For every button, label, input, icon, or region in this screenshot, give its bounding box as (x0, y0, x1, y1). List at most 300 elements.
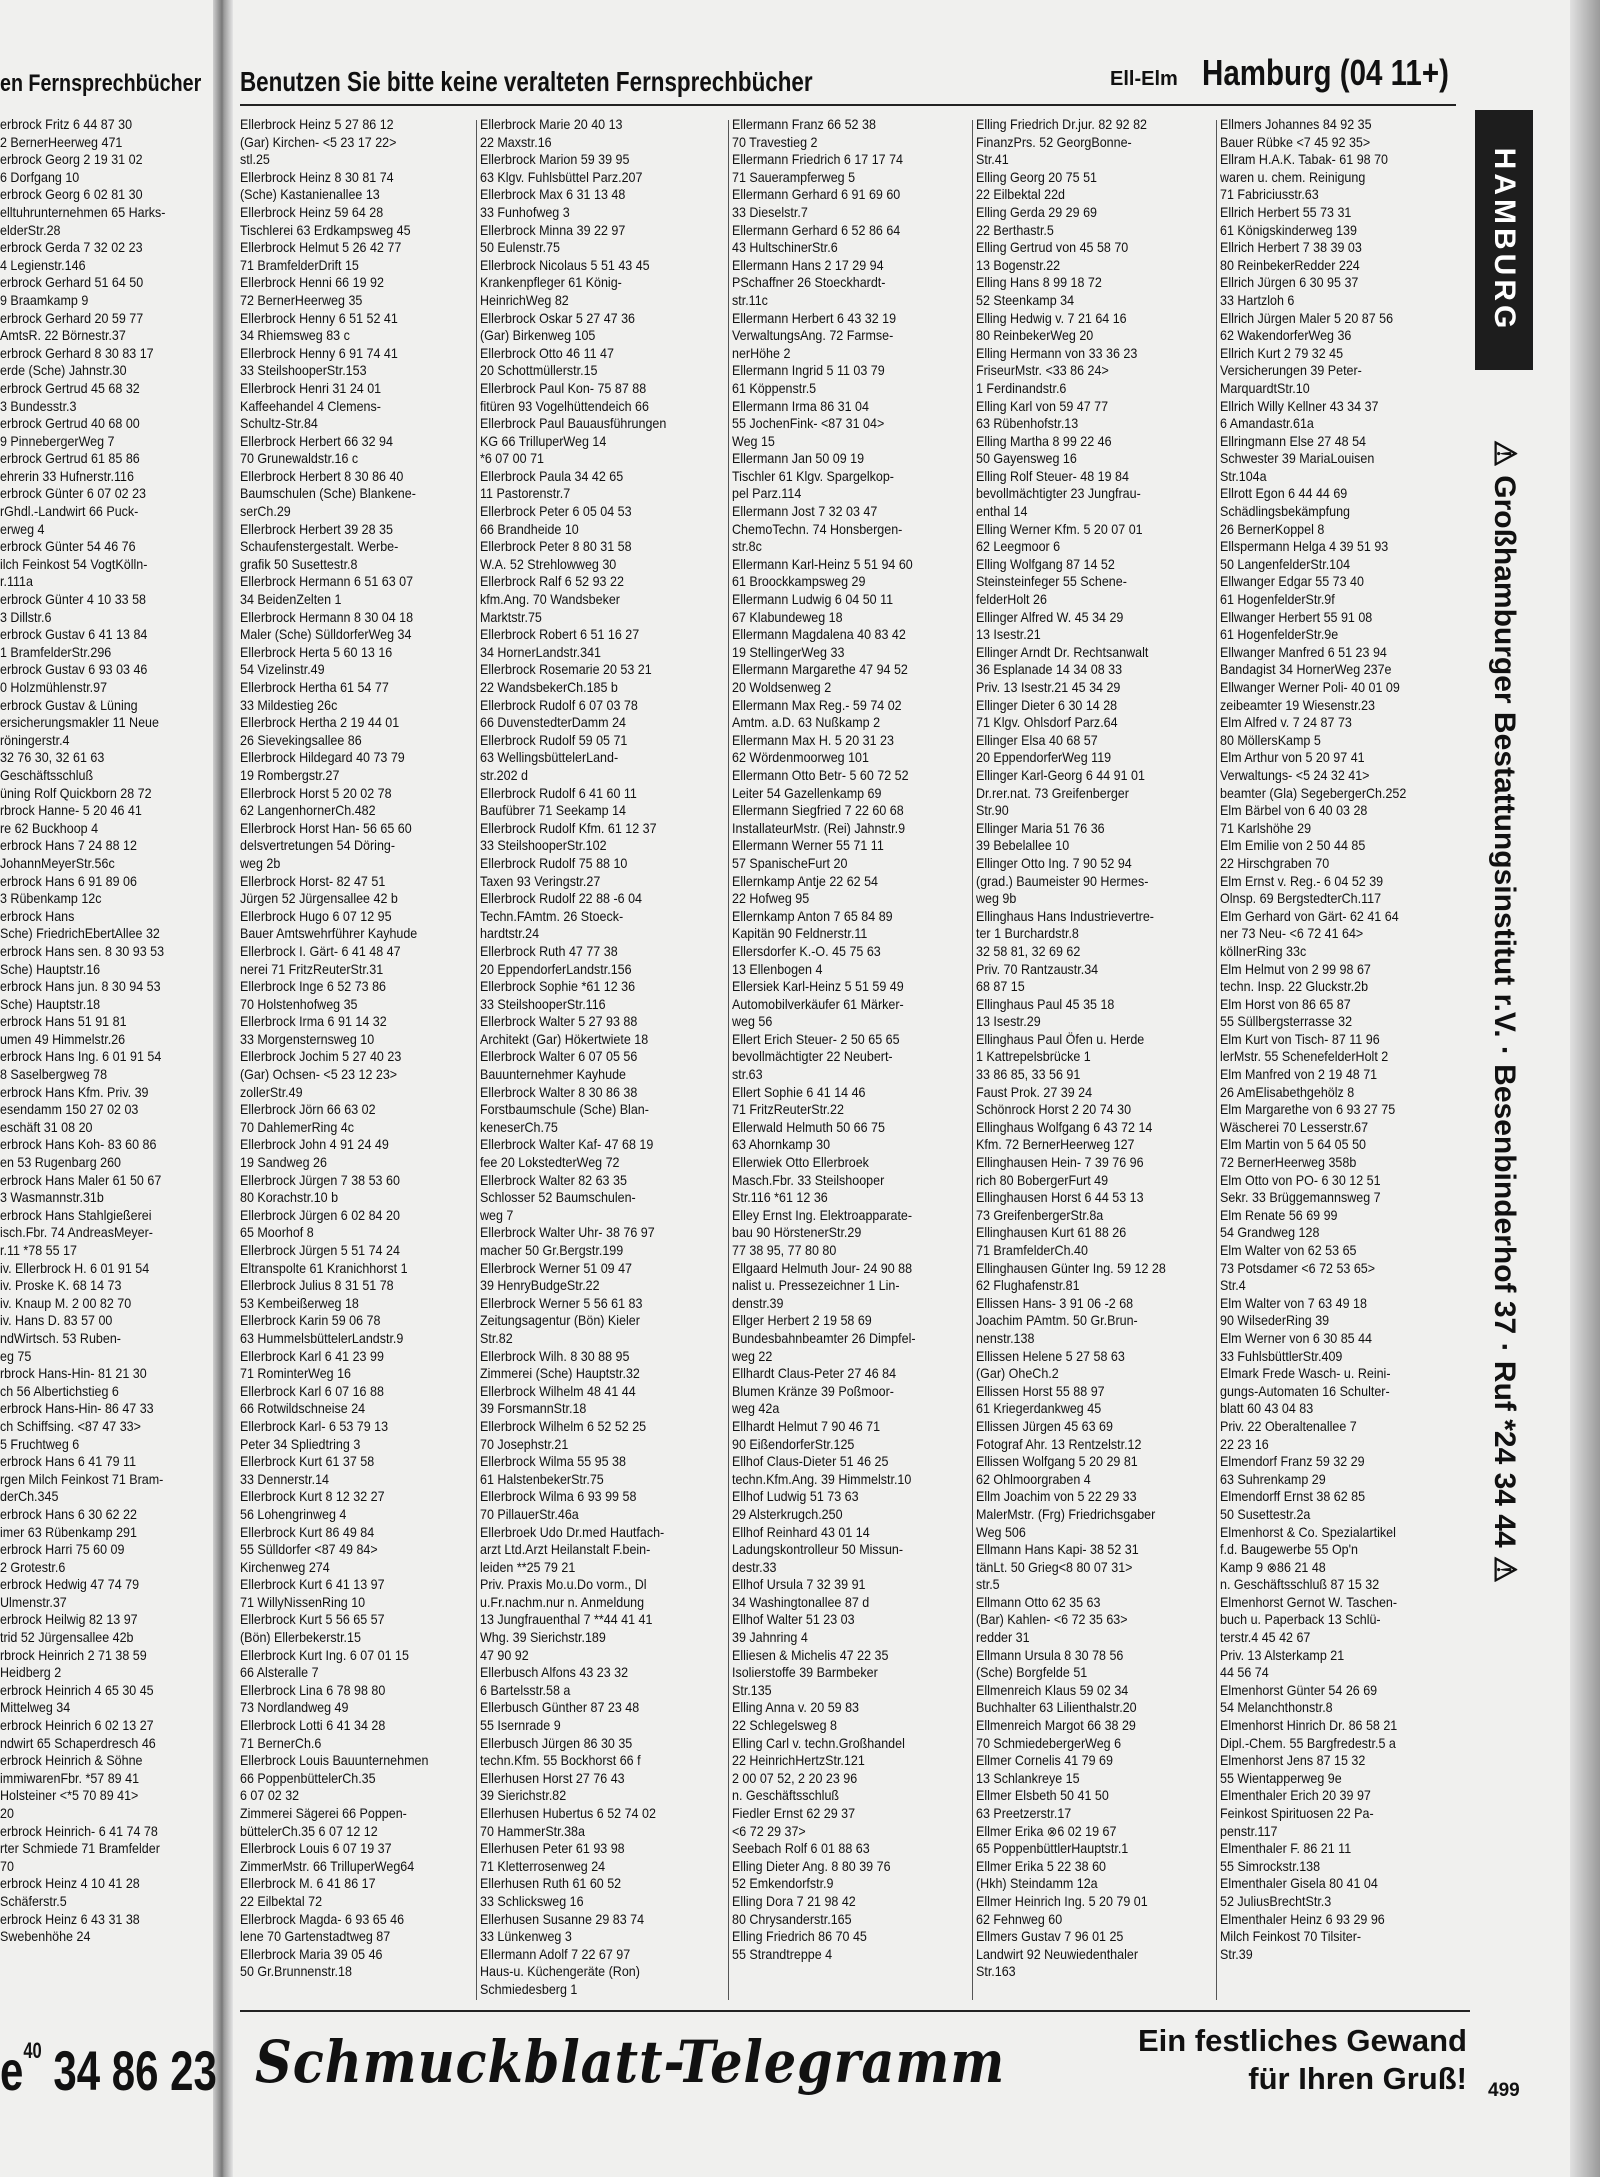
directory-entry: 22 Maxstr.16 (480, 134, 552, 150)
directory-entry: Ellerbrock Jürgen 6 02 84 20 (240, 1207, 400, 1223)
directory-entry: 5 Fruchtweg 6 (0, 1436, 80, 1452)
directory-entry: Ellwanger Herbert 55 91 08 (1220, 609, 1373, 625)
directory-entry: Ellermann Friedrich 6 17 17 74 (732, 152, 904, 168)
directory-entry: erbrock Gertrud 61 85 86 (0, 451, 140, 467)
directory-entry: Seebach Rolf 6 01 88 63 (732, 1841, 870, 1857)
directory-entry: Ellermann Gerhard 6 52 86 64 (732, 222, 901, 238)
directory-entry: Schlosser 52 Baumschulen- (480, 1190, 636, 1206)
directory-entry: Ellissen Jürgen 45 63 69 (976, 1418, 1113, 1434)
directory-entry: immiwarenFbr. *57 89 41 (0, 1770, 140, 1786)
directory-entry: 63 HummelsbüttelerLandstr.9 (240, 1330, 404, 1346)
directory-entry: Schädlingsbekämpfung (1220, 504, 1351, 520)
directory-entry: 80 Korachstr.10 b (240, 1190, 339, 1206)
directory-entry: 70 Travestieg 2 (732, 134, 818, 150)
directory-entry: Zimmerei Sägerei 66 Poppen- (240, 1806, 407, 1821)
directory-entry: Elmenhorst Jens 87 15 32 (1220, 1753, 1366, 1769)
directory-entry: Ellerbrock Henny 6 91 74 41 (240, 345, 398, 361)
directory-entry: Ellerbrock Henni 66 19 92 (240, 275, 384, 291)
directory-entry: 61 HalstenbekerStr.75 (480, 1471, 604, 1487)
directory-entry: Haus-u. Küchengeräte (Ron) (480, 1964, 640, 1980)
directory-entry: *6 07 00 71 (480, 451, 544, 467)
directory-entry: Ellerbrock Heinz 8 30 81 74 (240, 169, 394, 185)
directory-entry: 26 AmElisabethgehölz 8 (1220, 1084, 1355, 1100)
directory-entry: Elling Friedrich Dr.jur. 82 92 82 (976, 117, 1148, 132)
directory-entry: Ellerbrock Lotti 6 41 34 28 (240, 1718, 386, 1734)
directory-entry: Zeitungsagentur (Bön) Kieler (480, 1313, 640, 1329)
directory-entry: Steinsteinfeger 55 Schene- (976, 574, 1127, 590)
directory-entry: Bauer Amtswehrführer Kayhude (240, 926, 418, 942)
directory-entry: Wäscherei 70 Lesserstr.67 (1220, 1119, 1369, 1135)
directory-entry: 62 WakendorferWeg 36 (1220, 328, 1352, 344)
directory-entry: Heidberg 2 (0, 1665, 62, 1681)
directory-entry: Ellwanger Edgar 55 73 40 (1220, 574, 1364, 590)
directory-entry: Elmenthaler F. 86 21 11 (1220, 1841, 1352, 1857)
directory-entry: Ellerbrock M. 6 41 86 17 (240, 1876, 376, 1892)
directory-entry: Ellhardt Claus-Peter 27 46 84 (732, 1366, 897, 1382)
directory-entry: Weg 506 (976, 1524, 1026, 1540)
directory-entry: Ellermann Herbert 6 43 32 19 (732, 310, 897, 326)
directory-entry: 61 Köppenstr.5 (732, 380, 817, 396)
directory-entry: str.11c (732, 292, 768, 308)
directory-entry: Ellerbrock Hertha 2 19 44 01 (240, 715, 400, 731)
directory-entry: HeinrichWeg 82 (480, 292, 569, 308)
directory-entry: elderStr.28 (0, 222, 61, 238)
directory-entry: 72 BernerHeerweg 358b (1220, 1155, 1357, 1171)
directory-entry: Ellerbrock Walter 5 27 93 88 (480, 1014, 638, 1030)
directory-entry: Str.104a (1220, 468, 1267, 484)
directory-entry: 68 87 15 (976, 979, 1025, 995)
directory-entry: 3 Wasmannstr.31b (0, 1190, 104, 1206)
directory-entry: 62 Flughafenstr.81 (976, 1278, 1080, 1294)
directory-entry: Ellermann Werner 55 71 11 (732, 838, 884, 854)
directory-entry: grafik 50 Susettestr.8 (240, 556, 358, 572)
directory-entry: bevollmächtigter 23 Jungfrau- (976, 486, 1141, 502)
directory-entry: 55 Süllbergsterrasse 32 (1220, 1014, 1353, 1030)
directory-entry: Ellhof Ursula 7 32 39 91 (732, 1577, 866, 1593)
directory-entry: erbrock Heinz 4 10 41 28 (0, 1876, 140, 1892)
directory-entry: 52 Steenkamp 34 (976, 292, 1075, 308)
directory-entry: Ellringmann Else 27 48 54 (1220, 433, 1367, 449)
directory-entry: Ellerbrock Herbert 39 28 35 (240, 521, 393, 537)
directory-entry: Elling Carl v. techn.Großhandel (732, 1735, 905, 1751)
directory-entry: techn. Insp. 22 Gluckstr.2b (1220, 979, 1369, 995)
directory-entry: 22 HeinrichHertzStr.121 (732, 1753, 865, 1769)
directory-entry: trid 52 Jürgensallee 42b (0, 1630, 134, 1646)
directory-entry: Elling Hermann von 33 36 23 (976, 345, 1138, 361)
directory-entry: 62 LangenhornerCh.482 (240, 803, 376, 819)
directory-entry: Ellerbrock Werner 5 56 61 83 (480, 1295, 643, 1311)
directory-entry: Faust Prok. 27 39 24 (976, 1084, 1093, 1100)
directory-entry: Str.163 (976, 1964, 1016, 1980)
directory-entry: 33 Hartzloh 6 (1220, 292, 1295, 308)
directory-entry: Kaffeehandel 4 Clemens- (240, 398, 381, 414)
directory-entry: Feinkost Spirituosen 22 Pa- (1220, 1806, 1374, 1821)
directory-entry: 39 Bebelallee 10 (976, 838, 1070, 854)
directory-entry: Elmenthaler Heinz 6 93 29 96 (1220, 1911, 1385, 1927)
directory-entry: Ellrich Jürgen Maler 5 20 87 56 (1220, 310, 1394, 326)
directory-entry: Ellinghaus Wolfgang 6 43 72 14 (976, 1119, 1153, 1135)
directory-entry: Fotograf Ahr. 13 Rentzelstr.12 (976, 1436, 1142, 1452)
directory-entry: pel Parz.114 (732, 486, 802, 502)
directory-entry: Maler (Sche) SülldorferWeg 34 (240, 627, 412, 643)
directory-entry: 53 Kembeißerweg 18 (240, 1295, 359, 1311)
directory-entry: 66 Brandheide 10 (480, 521, 579, 537)
directory-entry: Ellerbrock Walter 6 07 05 56 (480, 1049, 638, 1065)
directory-entry: Ellspermann Helga 4 39 51 93 (1220, 539, 1389, 555)
header-city: Hamburg (04 11+) (1202, 52, 1449, 93)
directory-entry: 66 Alsteralle 7 (240, 1665, 319, 1681)
directory-entry: leiden **25 79 21 (480, 1559, 576, 1575)
directory-entry: Ulmenstr.37 (0, 1594, 67, 1610)
directory-entry: 50 Gr.Brunnenstr.18 (240, 1964, 352, 1980)
directory-entry: Ellerbrock Louis 6 07 19 37 (240, 1841, 392, 1857)
directory-entry: Elmenhorst Gernot W. Taschen- (1220, 1594, 1398, 1610)
directory-entry: 63 Ahornkamp 30 (732, 1137, 831, 1153)
directory-entry: Ellerbrock Walter Uhr- 38 76 97 (480, 1225, 655, 1241)
directory-entry: W.A. 52 Strehlowweg 30 (480, 556, 617, 572)
directory-entry: köllnerRing 33c (1220, 943, 1307, 959)
directory-entry: Schaufenstergestalt. Werbe- (240, 539, 399, 555)
directory-entry: 34 BeidenZelten 1 (240, 592, 342, 608)
directory-entry: Ellerbrock Helmut 5 26 42 77 (240, 240, 402, 256)
directory-entry: Ellerbrock Werner 51 09 47 (480, 1260, 633, 1276)
directory-entry: Ellerbrock Ruth 47 77 38 (480, 943, 618, 959)
directory-entry: 55 Sülldorfer <87 49 84> (240, 1542, 378, 1558)
directory-entry: Bundesbahnbeamter 26 Dimpfel- (732, 1330, 916, 1346)
directory-entry: Ellerhusen Hubertus 6 52 74 02 (480, 1806, 656, 1821)
directory-entry: Elmendorf Franz 59 32 29 (1220, 1454, 1365, 1470)
directory-entry: Ellmer Erika ⊗6 02 19 67 (976, 1823, 1117, 1839)
directory-entry: Ellerbrock Jürgen 7 38 53 60 (240, 1172, 400, 1188)
directory-entry: Holsteiner <*5 70 89 41> (0, 1788, 139, 1804)
directory-entry: Ellhof Reinhard 43 01 14 (732, 1524, 870, 1540)
directory-entry: Priv. 70 Rantzaustr.34 (976, 961, 1099, 977)
directory-entry: 70 (0, 1858, 14, 1874)
directory-entry: Str.90 (976, 803, 1009, 819)
directory-entry: Elm Walter von 62 53 65 (1220, 1243, 1357, 1258)
directory-entry: Bandagist 34 HornerWeg 237e (1220, 662, 1392, 678)
directory-entry: Priv. Praxis Mo.u.Do vorm., Dl (480, 1577, 647, 1593)
directory-entry: penstr.117 (1220, 1823, 1278, 1839)
directory-entry: 65 PoppenbüttlerHauptstr.1 (976, 1841, 1129, 1857)
directory-entry: erbrock Gustav 6 93 03 46 (0, 662, 148, 678)
directory-entry: Elling Georg 20 75 51 (976, 169, 1097, 185)
directory-entry: Priv. 13 Alsterkamp 21 (1220, 1647, 1345, 1663)
column-left-page (0, 116, 208, 1996)
directory-entry: Ellerbrock Ralf 6 52 93 22 (480, 574, 624, 590)
directory-entry: Elm Alfred v. 7 24 87 73 (1220, 715, 1352, 731)
directory-entry: 55 Simrockstr.138 (1220, 1858, 1321, 1874)
directory-entry: Ellerbrock Paula 34 42 65 (480, 468, 624, 484)
directory-entry: Ellram H.A.K. Tabak- 61 98 70 (1220, 152, 1389, 168)
directory-entry: redder 31 (976, 1630, 1030, 1646)
directory-entry: (Gar) Ochsen- <5 23 12 23> (240, 1067, 398, 1083)
directory-entry: rbrock Hanne- 5 20 46 41 (0, 803, 142, 819)
directory-entry: weg 2b (240, 855, 281, 871)
directory-entry: Str.82 (480, 1330, 513, 1346)
directory-entry: 22 Eilbektal 72 (240, 1893, 323, 1909)
directory-entry: erbrock Heinrich & Söhne (0, 1753, 143, 1769)
directory-entry: Ellerbrock Magda- 6 93 65 46 (240, 1911, 405, 1927)
directory-entry: Joachim PAmtm. 50 Gr.Brun- (976, 1313, 1138, 1329)
directory-entry: Ellerbrock Maria 39 05 46 (240, 1946, 383, 1962)
directory-entry: 39 Sierichstr.82 (480, 1788, 567, 1804)
directory-entry: 22 23 16 (1220, 1436, 1269, 1452)
directory-entry: Ellerbrock Marie 20 40 13 (480, 117, 623, 132)
directory-entry: 2 Grotestr.6 (0, 1559, 66, 1575)
directory-entry: weg 22 (732, 1348, 773, 1364)
directory-entry: Ellrich Willy Kellner 43 34 37 (1220, 398, 1379, 414)
directory-entry: 52 Emkendorfstr.9 (732, 1876, 834, 1892)
directory-entry: Ellissen Horst 55 88 97 (976, 1383, 1105, 1399)
directory-entry: 13 Ellenbogen 4 (732, 961, 823, 977)
directory-entry: erbrock Fritz 6 44 87 30 (0, 117, 133, 132)
directory-entry: Ellert Sophie 6 41 14 46 (732, 1084, 866, 1100)
directory-entry: kfm.Ang. 70 Wandsbeker (480, 592, 620, 608)
telegram-slogan (1092, 2022, 1467, 2098)
directory-entry: 36 Esplanade 14 34 08 33 (976, 662, 1123, 678)
directory-entry: Schäferstr.5 (0, 1893, 67, 1909)
directory-entry: (Gar) Kirchen- <5 23 17 22> (240, 134, 397, 150)
directory-entry: erbrock Heilwig 82 13 97 (0, 1612, 138, 1628)
directory-entry: str.202 d (480, 767, 528, 783)
directory-entry: Elm Gerhard von Gärt- 62 41 64 (1220, 908, 1399, 924)
directory-entry: 34 Washingtonallee 87 d (732, 1594, 870, 1610)
directory-entry: 22 WandsbekerCh.185 b (480, 680, 618, 695)
directory-entry: 20 Woldsenweg 2 (732, 680, 832, 695)
directory-entry: 62 Ohlmoorgraben 4 (976, 1471, 1091, 1487)
directory-entry: iv. Knaup M. 2 00 82 70 (0, 1295, 132, 1311)
directory-entry: Ellwanger Werner Poli- 40 01 09 (1220, 680, 1400, 695)
directory-entry: 33 Schlicksweg 16 (480, 1893, 584, 1909)
directory-entry: Ellerbrock Paul Kon- 75 87 88 (480, 380, 647, 396)
directory-entry: ndWirtsch. 53 Ruben- (0, 1330, 121, 1346)
directory-entry: fee 20 LokstedterWeg 72 (480, 1155, 620, 1171)
directory-entry: Ellerbrock Hermann 6 51 63 07 (240, 574, 414, 590)
directory-entry: 11 Pastorenstr.7 (480, 486, 571, 502)
directory-entry: Elm Bärbel von 6 40 03 28 (1220, 803, 1368, 819)
directory-entry: Ellerbrock Paul Bauausführungen (480, 416, 667, 432)
directory-entry: r.11 *78 55 17 (0, 1243, 77, 1258)
directory-entry: Geschäftsschluß (0, 767, 94, 783)
directory-entry: Ellermann Franz 66 52 38 (732, 117, 876, 132)
directory-entry: str.8c (732, 539, 762, 555)
directory-entry: serCh.29 (240, 504, 291, 520)
directory-entry: Ellerwiek Otto Ellerbroek (732, 1155, 869, 1171)
directory-entry: Ellermann Hans 2 17 29 94 (732, 257, 884, 273)
directory-entry: 71 Karlshöhe 29 (1220, 820, 1312, 836)
directory-entry: Ellermann Jan 50 09 19 (732, 451, 865, 467)
directory-entry: 71 Kletterrosenweg 24 (480, 1858, 606, 1874)
directory-entry: 20 EppendorferLandstr.156 (480, 961, 632, 977)
directory-entry: zollerStr.49 (240, 1084, 303, 1100)
directory-entry: 50 Eulenstr.75 (480, 240, 560, 256)
directory-entry: erweg 4 (0, 521, 45, 537)
directory-entry: Elling Friedrich 86 70 45 (732, 1929, 867, 1945)
column-5 (1220, 116, 1456, 1996)
directory-entry: 39 HenryBudgeStr.22 (480, 1278, 600, 1294)
directory-entry: 62 Fehnweg 60 (976, 1911, 1063, 1927)
directory-entry: Elm Arthur von 5 20 97 41 (1220, 750, 1365, 766)
directory-entry: iv. Ellerbrock H. 6 01 91 54 (0, 1260, 150, 1276)
directory-entry: 33 Dennerstr.14 (240, 1471, 329, 1487)
directory-entry: erbrock Gerda 7 32 02 23 (0, 240, 143, 256)
directory-entry: Elm Helmut von 2 99 98 67 (1220, 961, 1371, 977)
directory-entry: Ellinghausen Kurt 61 88 26 (976, 1225, 1127, 1241)
directory-entry: Sekr. 33 Brüggemannsweg 7 (1220, 1190, 1381, 1206)
directory-entry: nenstr.138 (976, 1330, 1035, 1346)
directory-entry: Kfm. 72 BernerHeerweg 127 (976, 1137, 1135, 1153)
directory-entry: (Sche) Borgfelde 51 (976, 1665, 1088, 1681)
directory-entry: 56 Lohengrinweg 4 (240, 1506, 347, 1522)
directory-entry: 33 Dieselstr.7 (732, 204, 808, 220)
directory-entry: Ellerbrock Kurt 86 49 84 (240, 1524, 375, 1540)
directory-entry: Ellermann Adolf 7 22 67 97 (480, 1946, 631, 1962)
directory-entry: Ellerbrock Walter Kaf- 47 68 19 (480, 1137, 654, 1153)
directory-entry: eschäft 31 08 20 (0, 1119, 93, 1135)
directory-entry: Ellger Herbert 2 19 58 69 (732, 1313, 872, 1329)
directory-entry: Ellerbrock Rosemarie 20 53 21 (480, 662, 652, 678)
directory-entry: Amtm. a.D. 63 Nußkamp 2 (732, 715, 881, 731)
directory-entry: Priv. 22 Oberaltenallee 7 (1220, 1418, 1357, 1434)
directory-entry: Ellinghausen Günter Ing. 59 12 28 (976, 1260, 1166, 1276)
directory-entry: erbrock Hans 6 30 62 22 (0, 1506, 137, 1522)
directory-entry: erbrock Hans (0, 908, 75, 924)
directory-entry: erbrock Gerhard 20 59 77 (0, 310, 144, 326)
directory-entry: Ellermann Ingrid 5 11 03 79 (732, 363, 885, 379)
directory-entry: Ellerbusch Alfons 43 23 32 (480, 1665, 629, 1681)
directory-entry: 22 Eilbektal 22d (976, 187, 1066, 203)
side-ad-text: ⚠ Großhamburger Bestattungsinstitut r.V. · Besenbinderhof 37 · Ruf *24 34 44 ⚠ (1488, 440, 1521, 1583)
directory-entry: umen 49 Himmelstr.26 (0, 1031, 126, 1047)
directory-entry: Str.39 (1220, 1946, 1253, 1962)
page-number: 499 (1488, 2080, 1520, 2101)
directory-entry: 6 Dorfgang 10 (0, 169, 80, 185)
directory-entry: en 53 Rugenbarg 260 (0, 1155, 122, 1171)
directory-entry: imer 63 Rübenkamp 291 (0, 1524, 137, 1540)
directory-entry: Ellerbrock Max 6 31 13 48 (480, 187, 626, 203)
directory-entry: 13 Bogenstr.22 (976, 257, 1061, 273)
directory-entry: rgen Milch Feinkost 71 Bram- (0, 1471, 164, 1487)
directory-entry: Ellernkamp Antje 22 62 54 (732, 873, 879, 889)
page-edge (1570, 0, 1600, 2177)
book-gutter (213, 0, 233, 2177)
directory-entry: Ellert Erich Steuer- 2 50 65 65 (732, 1031, 900, 1047)
directory-entry: Ellerbrock John 4 91 24 49 (240, 1137, 389, 1153)
directory-entry: techn.Kfm.Ang. 39 Himmelstr.10 (732, 1471, 912, 1487)
directory-entry: 70 HammerStr.38a (480, 1823, 585, 1839)
directory-entry: erbrock Hans Koh- 83 60 86 (0, 1137, 157, 1153)
directory-entry: Milch Feinkost 70 Tilsiter- (1220, 1929, 1362, 1945)
directory-entry: n. Geschäftsschluß 87 15 32 (1220, 1577, 1380, 1593)
directory-entry: Ellerbrock Rudolf 59 05 71 (480, 732, 628, 748)
column-2 (480, 116, 712, 1996)
directory-entry: elltuhrunternehmen 65 Harks- (0, 204, 166, 220)
directory-entry: iv. Hans D. 83 57 00 (0, 1313, 113, 1329)
directory-entry: JohannMeyerStr.56c (0, 855, 115, 871)
directory-entry: 61 Broockkampsweg 29 (732, 574, 866, 590)
directory-entry: erbrock Hans-Hin- 86 47 33 (0, 1401, 154, 1417)
directory-entry: Ellerbrock Louis Bauunternehmen (240, 1753, 429, 1769)
directory-entry: Ellerbrock Sophie *61 12 36 (480, 979, 636, 995)
directory-entry: Ellinger Karl-Georg 6 44 91 01 (976, 767, 1145, 783)
directory-entry: erbrock Hans Stahlgießerei (0, 1207, 152, 1223)
directory-entry: rGhdl.-Landwirt 66 Puck- (0, 504, 139, 520)
directory-entry: Bauunternehmer Kayhude (480, 1067, 627, 1083)
directory-entry: 70 DahlemerRing 4c (240, 1119, 355, 1135)
directory-entry: 61 Königskinderweg 139 (1220, 222, 1357, 238)
directory-entry: röningerstr.4 (0, 732, 70, 748)
left-footer-small: 40 (23, 2038, 42, 2063)
directory-entry: Ellerbrock Wilhelm 48 41 44 (480, 1383, 636, 1399)
directory-entry: 67 Klabundeweg 18 (732, 609, 843, 625)
directory-entry: 0 Holzmühlenstr.97 (0, 680, 108, 695)
directory-entry: Ellerwald Helmuth 50 66 75 (732, 1119, 885, 1135)
directory-entry: 26 Sievekingsallee 86 (240, 732, 362, 748)
directory-entry: 50 Susettestr.2a (1220, 1506, 1311, 1522)
left-page-header: en Fernsprechbücher (0, 70, 202, 97)
directory-entry: Ellrich Herbert 55 73 31 (1220, 204, 1352, 220)
directory-entry: Kirchenweg 274 (240, 1559, 330, 1575)
directory-entry: erbrock Hans 6 41 79 11 (0, 1454, 137, 1470)
directory-entry: (Bön) Ellerbekerstr.15 (240, 1630, 361, 1646)
directory-entry: ehrerin 33 Hufnerstr.116 (0, 468, 134, 484)
directory-entry: 1 Ferdinandstr.6 (976, 380, 1067, 396)
directory-entry: Ellersiek Karl-Heinz 5 51 59 49 (732, 979, 904, 995)
directory-entry: rbrock Hans-Hin- 81 21 30 (0, 1366, 147, 1382)
directory-entry: Ellerbrock I. Gärt- 6 41 48 47 (240, 943, 401, 959)
directory-entry: Ellwanger Manfred 6 51 23 94 (1220, 644, 1387, 660)
directory-entry: keneserCh.75 (480, 1119, 558, 1135)
column-divider (476, 120, 477, 2000)
left-footer-prefix: e (0, 2039, 24, 2102)
directory-entry: Elling Gertrud von 45 58 70 (976, 240, 1129, 256)
directory-entry: n. Geschäftsschluß (732, 1788, 840, 1804)
directory-entry: Ellerbrock Kurt 6 41 13 97 (240, 1577, 385, 1593)
directory-entry: Ellerbrock Walter 8 30 86 38 (480, 1084, 638, 1100)
directory-entry: 6 Bartelsstr.58 a (480, 1682, 571, 1698)
directory-entry: Ellermann Jost 7 32 03 47 (732, 504, 878, 520)
directory-entry: Krankenpfleger 61 König- (480, 275, 622, 291)
directory-entry: Ellerbrock Hugo 6 07 12 95 (240, 908, 392, 924)
directory-entry: hardtstr.24 (480, 926, 540, 942)
directory-entry: 39 ForsmannStr.18 (480, 1401, 587, 1417)
column-divider (972, 120, 973, 2000)
directory-entry: Ellerbrock Wilhelm 6 52 52 25 (480, 1418, 647, 1434)
directory-entry: Ellerbrock Horst Han- 56 65 60 (240, 820, 412, 836)
directory-entry: Elmenhorst Günter 54 26 69 (1220, 1682, 1378, 1698)
directory-entry: Techn.FAmtm. 26 Stoeck- (480, 908, 624, 924)
telegram-banner: Schmuckblatt-Telegramm (255, 2028, 1006, 2096)
directory-entry: erbrock Gertrud 40 68 00 (0, 416, 140, 432)
directory-entry: ChemoTechn. 74 Honsbergen- (732, 521, 903, 537)
directory-entry: erbrock Hans Maler 61 50 67 (0, 1172, 162, 1188)
directory-entry: 6 Amandastr.61a (1220, 416, 1314, 432)
directory-entry: 80 ReinbekerRedder 224 (1220, 257, 1360, 273)
directory-entry: Ellerbrock Lina 6 78 98 80 (240, 1682, 386, 1698)
directory-entry: 62 Wördenmoorweg 101 (732, 750, 869, 766)
directory-entry: 90 WilsederRing 39 (1220, 1313, 1330, 1329)
directory-entry: Elmark Frede Wasch- u. Reini- (1220, 1366, 1391, 1382)
directory-entry: nerei 71 FritzReuterStr.31 (240, 961, 384, 977)
directory-entry: Str.116 *61 12 36 (732, 1190, 828, 1206)
directory-entry: 63 Suhrenkamp 29 (1220, 1471, 1326, 1487)
directory-entry: waren u. chem. Reinigung (1220, 169, 1366, 185)
directory-entry: 61 HogenfelderStr.9f (1220, 592, 1335, 608)
directory-entry: str.5 (976, 1577, 1000, 1593)
directory-entry: terstr.4 45 42 67 (1220, 1630, 1311, 1646)
header-rule (240, 104, 1456, 106)
